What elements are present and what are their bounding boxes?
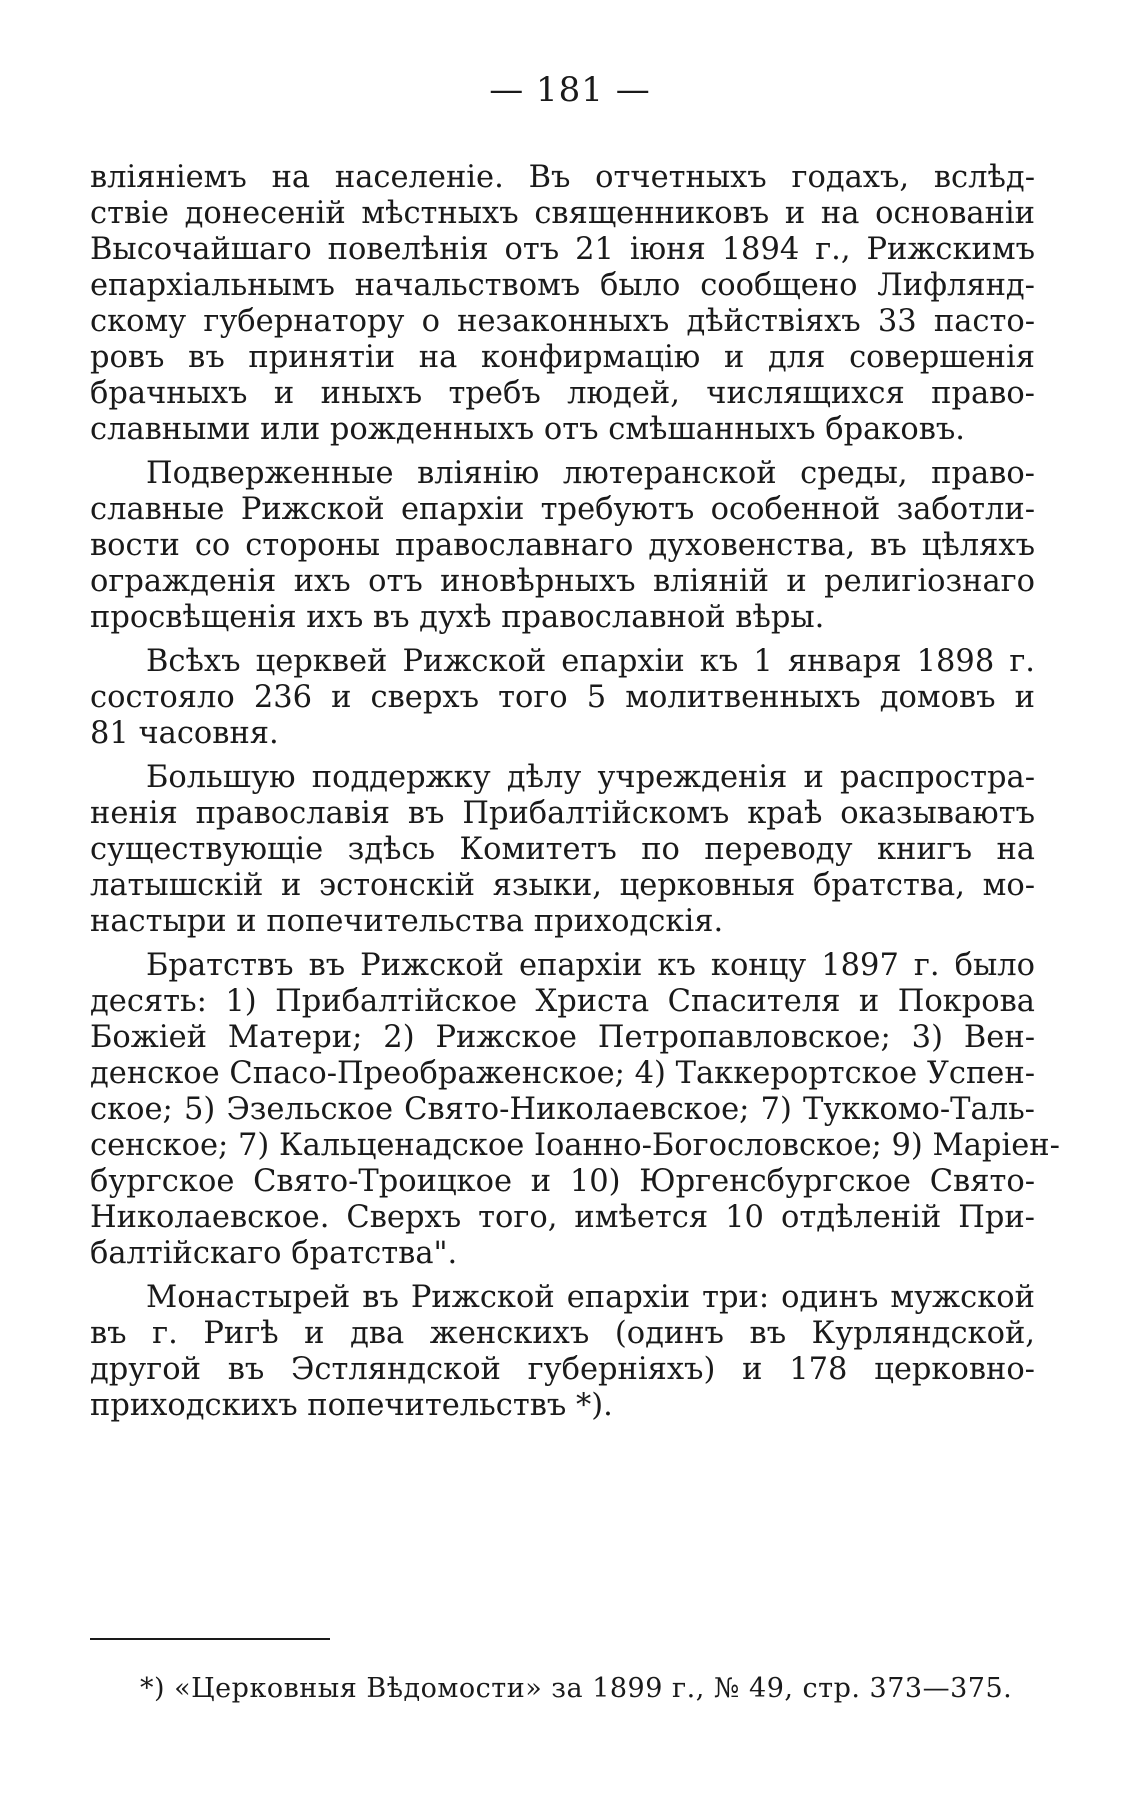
- text-line: состояло 236 и сверхъ того 5 молитвенныхъ домовъ и: [90, 680, 1035, 715]
- text-line: ненія православія въ Прибалтійскомъ краѣ оказываютъ: [90, 796, 1035, 831]
- text-line: настыри и попечительства приходскія.: [90, 904, 724, 939]
- text-line: брачныхъ и иныхъ требъ людей, числящихся право-: [90, 376, 1035, 411]
- text-line: ствіе донесеній мѣстныхъ священниковъ и на основаніи: [90, 196, 1035, 231]
- body-text: [90, 160, 1060, 1432]
- footnote-divider: [90, 1638, 330, 1640]
- text-line: просвѣщенія ихъ въ духѣ православной вѣры.: [90, 600, 825, 635]
- text-line: приходскихъ попечительствъ *).: [90, 1388, 613, 1423]
- text-line: балтійскаго братства".: [90, 1236, 458, 1271]
- text-line: славные Рижской епархіи требуютъ особенной заботли-: [90, 492, 1035, 527]
- text-line: Всѣхъ церквей Рижской епархіи къ 1 января 1898 г.: [146, 644, 1035, 679]
- text-line: сенское; 7) Кальценадское Іоанно-Богословское; 9) Маріен-: [90, 1128, 1060, 1163]
- text-line: Высочайшаго повелѣнія отъ 21 іюня 1894 г., Рижскимъ: [90, 232, 1035, 267]
- page-number: — 181 —: [489, 70, 651, 110]
- text-line: существующіе здѣсь Комитетъ по переводу книгъ на: [90, 832, 1035, 867]
- text-line: въ г. Ригѣ и два женскихъ (одинъ въ Курляндской,: [90, 1316, 1035, 1351]
- text-line: десять: 1) Прибалтійское Христа Спасителя и Покрова: [90, 984, 1035, 1019]
- text-line: славными или рожденныхъ отъ смѣшанныхъ браковъ.: [90, 412, 965, 447]
- text-line: ское; 5) Эзельское Свято-Николаевское; 7) Туккомо-Таль-: [90, 1092, 1035, 1127]
- paragraph: [90, 1280, 1035, 1424]
- paragraph: [90, 160, 1035, 448]
- text-line: денское Спасо-Преображенское; 4) Таккерортское Успен-: [90, 1056, 1035, 1091]
- paragraph: [90, 760, 1035, 940]
- text-line: Подверженные вліянію лютеранской среды, право-: [146, 456, 1035, 491]
- paragraph: [90, 948, 1060, 1272]
- text-line: Николаевское. Сверхъ того, имѣется 10 отдѣленій При-: [90, 1200, 1035, 1235]
- text-line: Монастырей въ Рижской епархіи три: одинъ мужской: [146, 1280, 1035, 1315]
- text-line: Братствъ въ Рижской епархіи къ концу 1897 г. было: [146, 948, 1035, 983]
- text-line: скому губернатору о незаконныхъ дѣйствіяхъ 33 пасто-: [90, 304, 1035, 339]
- text-line: латышскій и эстонскій языки, церковныя братства, мо-: [90, 868, 1035, 903]
- footnote: *) «Церковныя Вѣдомости» за 1899 г., № 49, стр. 373—375.: [140, 1673, 1013, 1704]
- text-line: 81 часовня.: [90, 716, 279, 751]
- text-line: огражденія ихъ отъ иновѣрныхъ вліяній и религіознаго: [90, 564, 1035, 599]
- text-line: вости со стороны православнаго духовенства, въ цѣляхъ: [90, 528, 1035, 563]
- text-line: Божіей Матери; 2) Рижское Петропавловское; 3) Вен-: [90, 1020, 1035, 1055]
- text-line: другой въ Эстляндской губерніяхъ) и 178 церковно-: [90, 1352, 1035, 1387]
- text-line: вліяніемъ на населеніе. Въ отчетныхъ годахъ, вслѣд-: [90, 160, 1035, 195]
- paragraph: [90, 644, 1035, 752]
- text-line: Большую поддержку дѣлу учрежденія и распростра-: [146, 760, 1035, 795]
- text-line: ровъ въ принятіи на конфирмацію и для совершенія: [90, 340, 1035, 375]
- paragraph: [90, 456, 1035, 636]
- text-line: бургское Свято-Троицкое и 10) Юргенсбургское Свято-: [90, 1164, 1035, 1199]
- text-line: епархіальнымъ начальствомъ было сообщено Лифлянд-: [90, 268, 1035, 303]
